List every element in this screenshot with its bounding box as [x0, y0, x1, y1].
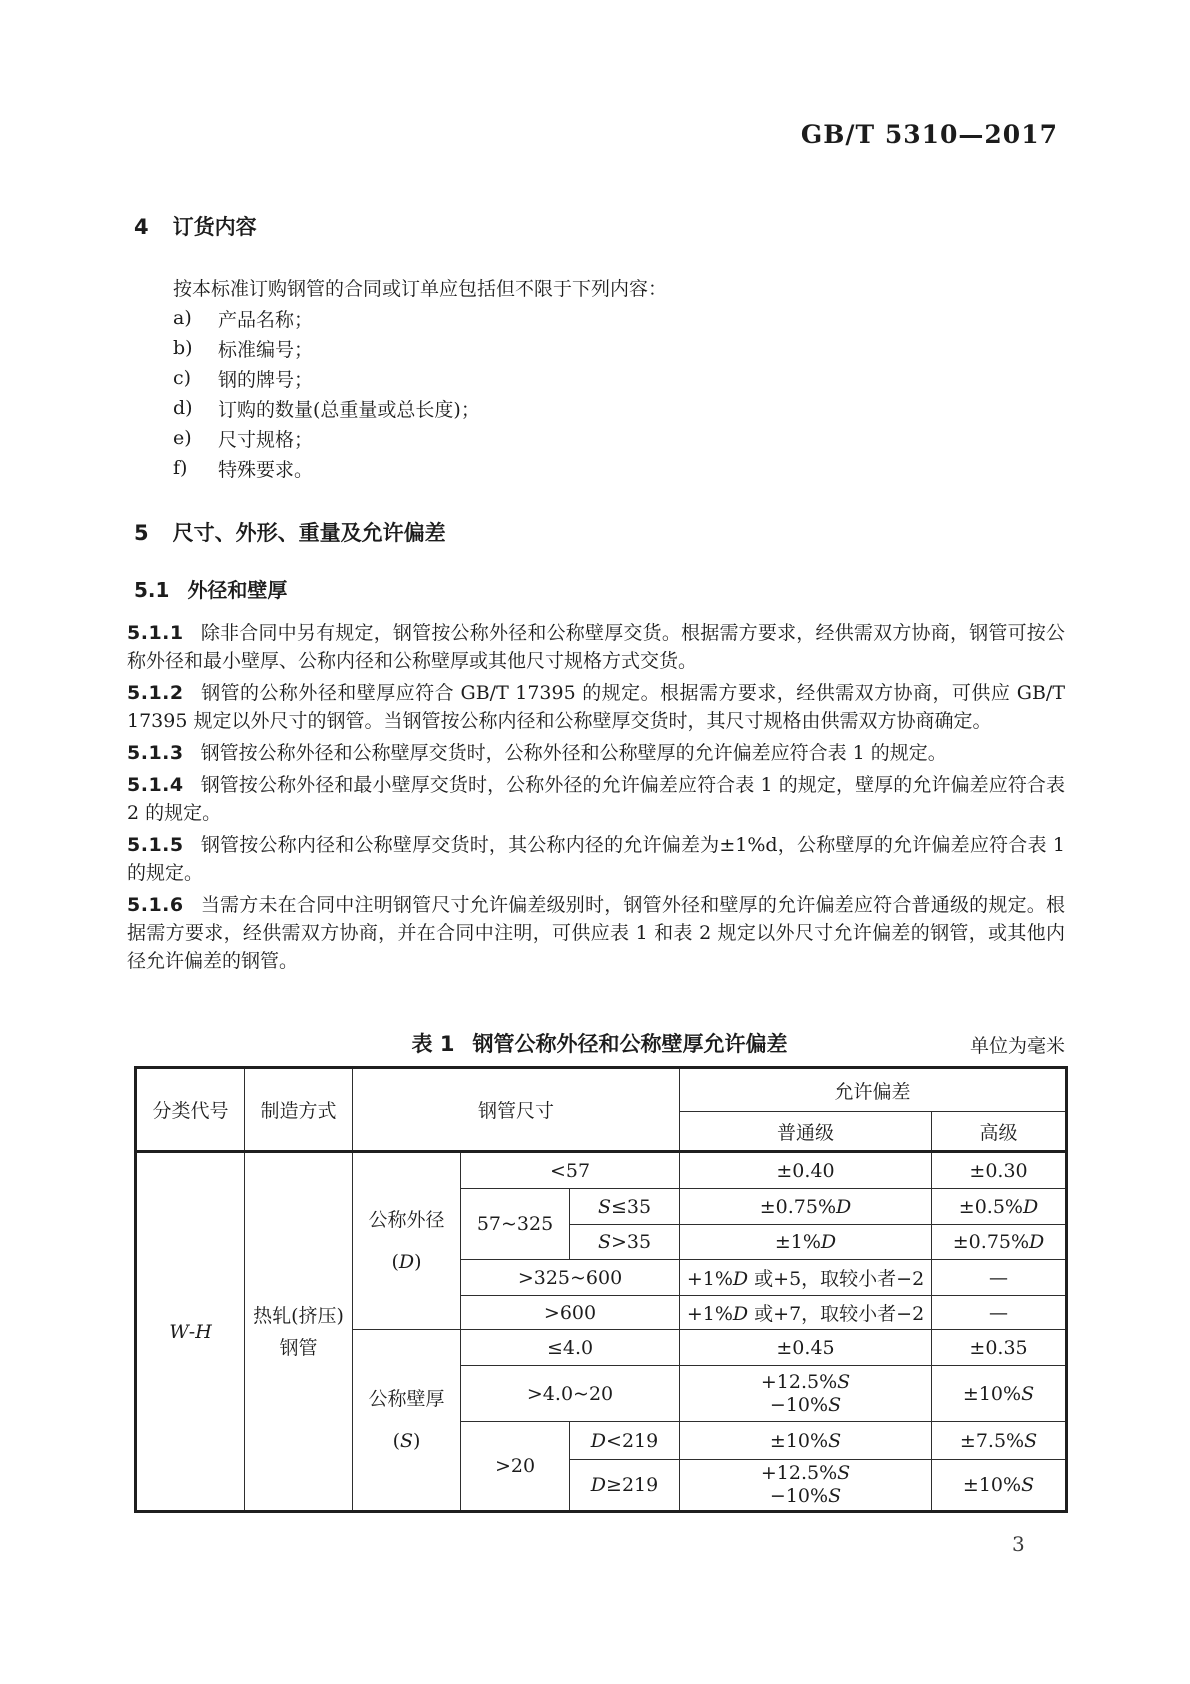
cell-ordinary-line1: +12.5%S [760, 1370, 851, 1393]
cell-advanced: ±0.5%D [932, 1189, 1067, 1225]
cell-manufacture-line1: 热轧(挤压) [253, 1304, 344, 1327]
cell-advanced: ±10%S [932, 1460, 1067, 1512]
cell-manufacture [245, 1152, 353, 1512]
clause-number: 5.1.6 [127, 894, 184, 916]
clause-number: 5.1.1 [127, 622, 184, 644]
clause-5-1-6 [127, 891, 1065, 975]
section4-intro: 按本标准订购钢管的合同或订单应包括但不限于下列内容： [173, 278, 668, 300]
clause-5-1-5 [127, 831, 1065, 887]
cell-range: 57~325 [461, 1189, 570, 1260]
cell-group-wall-thickness [353, 1330, 461, 1512]
th-pipe-size: 钢管尺寸 [353, 1068, 680, 1152]
list-item [173, 303, 480, 333]
section4-number: 4 [134, 215, 149, 239]
list-item-label: b) [173, 337, 193, 359]
list-item-label: a) [173, 307, 192, 329]
cell-ordinary-line2: −10%S [769, 1393, 842, 1416]
list-item [173, 393, 480, 423]
clause-number: 5.1.4 [127, 774, 184, 796]
cell-ordinary: +1%D 或+5，取较小者−2 [680, 1260, 932, 1296]
table1-caption [134, 1028, 1065, 1058]
cell-ordinary [680, 1460, 932, 1512]
cell-advanced: ±0.35 [932, 1330, 1067, 1366]
cell-ordinary: +1%D 或+7，取较小者−2 [680, 1296, 932, 1330]
cell-ordinary [680, 1366, 932, 1422]
cell-ordinary: ±10%S [680, 1422, 932, 1460]
list-item-label: f) [173, 457, 188, 479]
clause-text: 钢管按公称外径和最小壁厚交货时，公称外径的允许偏差应符合表 1 的规定，壁厚的允许偏差应符合表 2 的规定。 [127, 774, 1065, 824]
cell-ordinary-line2: −10%S [769, 1485, 842, 1507]
cell-range: >600 [461, 1296, 680, 1330]
clause-text: 钢管按公称内径和公称壁厚交货时，其公称内径的允许偏差为±1%d，公称壁厚的允许偏差应符合表 1 的规定。 [127, 834, 1065, 884]
group-od-line2: (D) [391, 1251, 422, 1273]
section5-1-title: 外径和壁厚 [187, 578, 288, 602]
clause-5-1-1 [127, 619, 1065, 675]
th-manufacture: 制造方式 [245, 1068, 353, 1152]
list-item-text: 产品名称； [218, 308, 314, 331]
section4-title: 订货内容 [172, 215, 257, 239]
cell-advanced: ±10%S [932, 1366, 1067, 1422]
list-item-label: d) [173, 397, 193, 419]
cell-condition: S>35 [570, 1225, 680, 1260]
cell-advanced: ±7.5%S [932, 1422, 1067, 1460]
cell-ordinary: ±0.45 [680, 1330, 932, 1366]
list-item-text: 钢的牌号； [218, 368, 314, 391]
cell-manufacture-line2: 钢管 [279, 1336, 318, 1359]
cell-group-outer-diameter [353, 1152, 461, 1330]
list-item-text: 订购的数量(总重量或总长度)； [218, 398, 480, 421]
section5-title: 尺寸、外形、重量及允许偏差 [172, 521, 446, 545]
section5-1-number: 5.1 [134, 578, 170, 602]
cell-advanced: ±0.30 [932, 1152, 1067, 1189]
clause-text: 除非合同中另有规定，钢管按公称外径和公称壁厚交货。根据需方要求，经供需双方协商，钢管可按公称外径和最小壁厚、公称内径和公称壁厚或其他尺寸规格方式交货。 [127, 622, 1065, 672]
cell-range: <57 [461, 1152, 680, 1189]
cell-advanced: ±0.75%D [932, 1225, 1067, 1260]
group-od-line1: 公称外径 [368, 1209, 445, 1231]
order-content-list [173, 303, 480, 483]
th-class-code: 分类代号 [136, 1068, 245, 1152]
clause-number: 5.1.2 [127, 682, 184, 704]
cell-advanced: — [932, 1260, 1067, 1296]
table1-caption-label: 表 1 [411, 1032, 455, 1056]
group-wt-line2: (S) [392, 1430, 421, 1452]
section5-heading [134, 517, 446, 547]
cell-class-code: W-H [136, 1152, 245, 1512]
list-item [173, 333, 480, 363]
cell-ordinary: ±1%D [680, 1225, 932, 1260]
th-advanced-grade: 高级 [932, 1112, 1067, 1152]
cell-range: ≤4.0 [461, 1330, 680, 1366]
cell-ordinary: ±0.75%D [680, 1189, 932, 1225]
list-item [173, 423, 480, 453]
cell-advanced: — [932, 1296, 1067, 1330]
table-row [136, 1152, 1067, 1189]
clause-block [127, 619, 1065, 979]
clause-5-1-3 [127, 739, 1065, 767]
clause-text: 钢管的公称外径和壁厚应符合 GB/T 17395 的规定。根据需方要求，经供需双方协商，可供应 GB/T 17395 规定以外尺寸的钢管。当钢管按公称内径和公称壁厚交货时，其尺寸规格由供需双方协商确定。 [127, 682, 1065, 732]
clause-5-1-2 [127, 679, 1065, 735]
list-item-label: e) [173, 427, 192, 449]
table1-caption-title: 钢管公称外径和公称壁厚允许偏差 [472, 1032, 788, 1056]
cell-range: >325~600 [461, 1260, 680, 1296]
list-item-text: 标准编号； [218, 338, 314, 361]
section5-number: 5 [134, 521, 149, 545]
th-ordinary-grade: 普通级 [680, 1112, 932, 1152]
standard-code: GB/T 5310—2017 [800, 120, 1058, 149]
section5-1-heading [134, 574, 287, 603]
group-wt-line1: 公称壁厚 [368, 1388, 445, 1410]
section4-heading [134, 211, 257, 241]
list-item [173, 453, 480, 483]
cell-ordinary: ±0.40 [680, 1152, 932, 1189]
cell-condition: D≥219 [570, 1460, 680, 1512]
table1 [134, 1066, 1068, 1513]
table1-unit-note: 单位为毫米 [969, 1035, 1065, 1057]
clause-text: 钢管按公称外径和公称壁厚交货时，公称外径和公称壁厚的允许偏差应符合表 1 的规定。 [200, 742, 947, 764]
cell-range: >4.0~20 [461, 1366, 680, 1422]
list-item-text: 特殊要求。 [218, 458, 314, 481]
clause-number: 5.1.5 [127, 834, 184, 856]
cell-condition: S≤35 [570, 1189, 680, 1225]
clause-5-1-4 [127, 771, 1065, 827]
table-header-row-1 [136, 1068, 1067, 1112]
list-item-label: c) [173, 367, 192, 389]
list-item [173, 363, 480, 393]
clause-text: 当需方未在合同中注明钢管尺寸允许偏差级别时，钢管外径和壁厚的允许偏差应符合普通级的规定。根据需方要求，经供需双方协商，并在合同中注明，可供应表 1 和表 2 规定以外尺寸允许偏差的钢管，或其他内径允许偏差的钢管。 [127, 894, 1065, 972]
cell-ordinary-line1: +12.5%S [760, 1462, 851, 1484]
cell-condition: D<219 [570, 1422, 680, 1460]
list-item-text: 尺寸规格； [218, 428, 314, 451]
clause-number: 5.1.3 [127, 742, 184, 764]
table1-caption-row [134, 1028, 1065, 1056]
cell-range: >20 [461, 1422, 570, 1512]
th-tolerance: 允许偏差 [680, 1068, 1067, 1112]
page-number: 3 [1012, 1532, 1025, 1556]
